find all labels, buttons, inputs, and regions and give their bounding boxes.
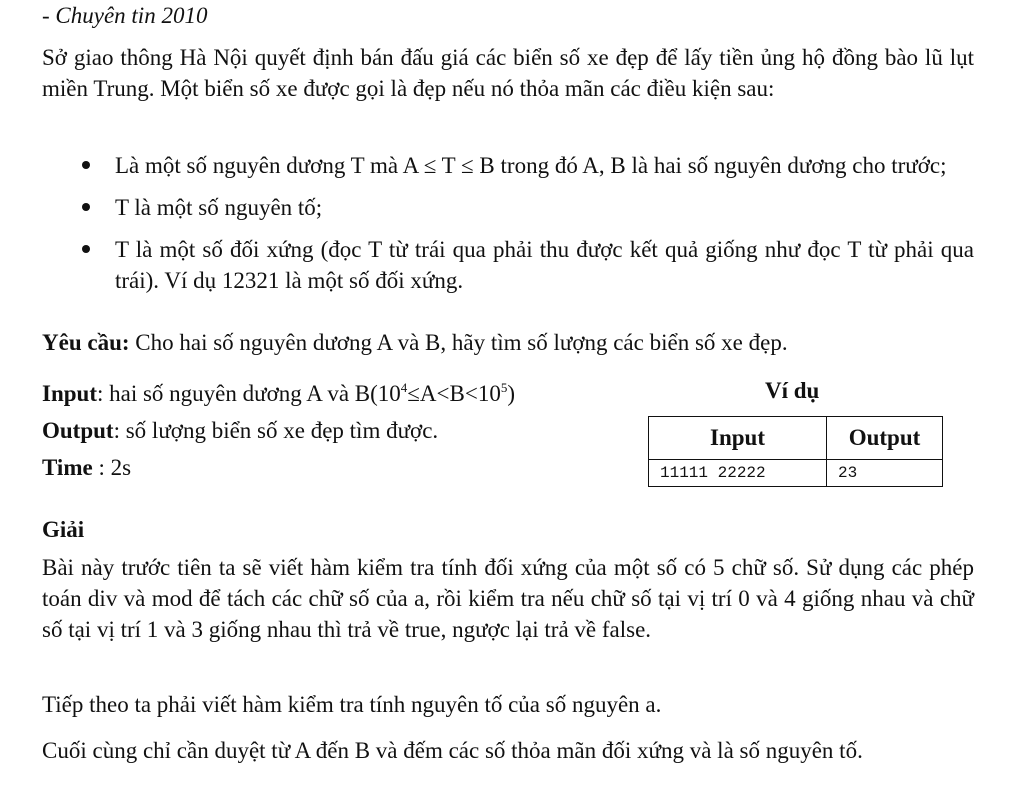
bullet-icon — [82, 245, 90, 253]
solution-title: Giải — [42, 517, 85, 542]
solution-paragraph-2: Tiếp theo ta phải viết hàm kiểm tra tính nguyên tố của số nguyên a. — [42, 692, 662, 717]
time-text: : 2s — [92, 455, 132, 480]
table-cell-input: 11111 22222 — [649, 460, 827, 487]
example-table — [648, 416, 943, 487]
condition-text: T là một số đối xứng (đọc T từ trái qua phải thu được kết quả giống như đọc T từ phải qua trái). Ví dụ 12321 là một số đối xứng. — [115, 237, 974, 293]
list-item — [42, 234, 974, 296]
input-exponent: 5 — [500, 380, 508, 395]
list-item — [42, 192, 974, 223]
solution-paragraph-1: Bài này trước tiên ta sẽ viết hàm kiểm tra tính đối xứng của một số có 5 chữ số. Sử dụng các phép toán div và mod để tách các chữ số của a, rồi kiểm tra nếu chữ số tại vị trí 0 và 4 giống nhau và chữ số tại vị trí 1 và 3 giống nhau thì trả về true, ngược lại trả về false. — [42, 555, 974, 642]
input-label: Input — [42, 381, 97, 406]
input-line — [42, 378, 515, 409]
output-line — [42, 415, 438, 446]
table-cell-output: 23 — [827, 460, 943, 487]
bullet-icon — [82, 161, 90, 169]
input-text: ) — [507, 381, 515, 406]
requirement-line — [42, 327, 788, 358]
table-row — [649, 460, 943, 487]
time-label: Time — [42, 455, 93, 480]
bullet-icon — [82, 203, 90, 211]
time-line — [42, 452, 131, 483]
input-exponent: 4 — [400, 380, 408, 395]
solution-paragraph-3: Cuối cùng chỉ cần duyệt từ A đến B và đếm các số thỏa mãn đối xứng và là số nguyên tố. — [42, 738, 863, 763]
condition-text: T là một số nguyên tố; — [115, 195, 323, 220]
table-header-row — [649, 417, 943, 460]
table-header-input: Input — [649, 417, 827, 460]
list-item — [42, 150, 974, 181]
subtitle: - Chuyên tin 2010 — [42, 3, 208, 28]
example-title: Ví dụ — [765, 378, 820, 403]
table-header-output: Output — [827, 417, 943, 460]
intro-paragraph: Sở giao thông Hà Nội quyết định bán đấu giá các biển số xe đẹp để lấy tiền ủng hộ đồng bào lũ lụt miền Trung. Một biển số xe được gọi là đẹp nếu nó thỏa mãn các điều kiện sau: — [42, 45, 974, 101]
input-text: ≤A<B<10 — [407, 381, 501, 406]
input-text: : hai số nguyên dương A và B(10 — [96, 381, 401, 406]
conditions-list — [42, 150, 974, 307]
condition-text: Là một số nguyên dương T mà A ≤ T ≤ B trong đó A, B là hai số nguyên dương cho trước; — [115, 153, 947, 178]
output-text: : số lượng biển số xe đẹp tìm được. — [113, 418, 439, 443]
requirement-label: Yêu cầu: — [42, 330, 130, 355]
output-label: Output — [42, 418, 114, 443]
requirement-text: Cho hai số nguyên dương A và B, hãy tìm số lượng các biển số xe đẹp. — [129, 330, 788, 355]
